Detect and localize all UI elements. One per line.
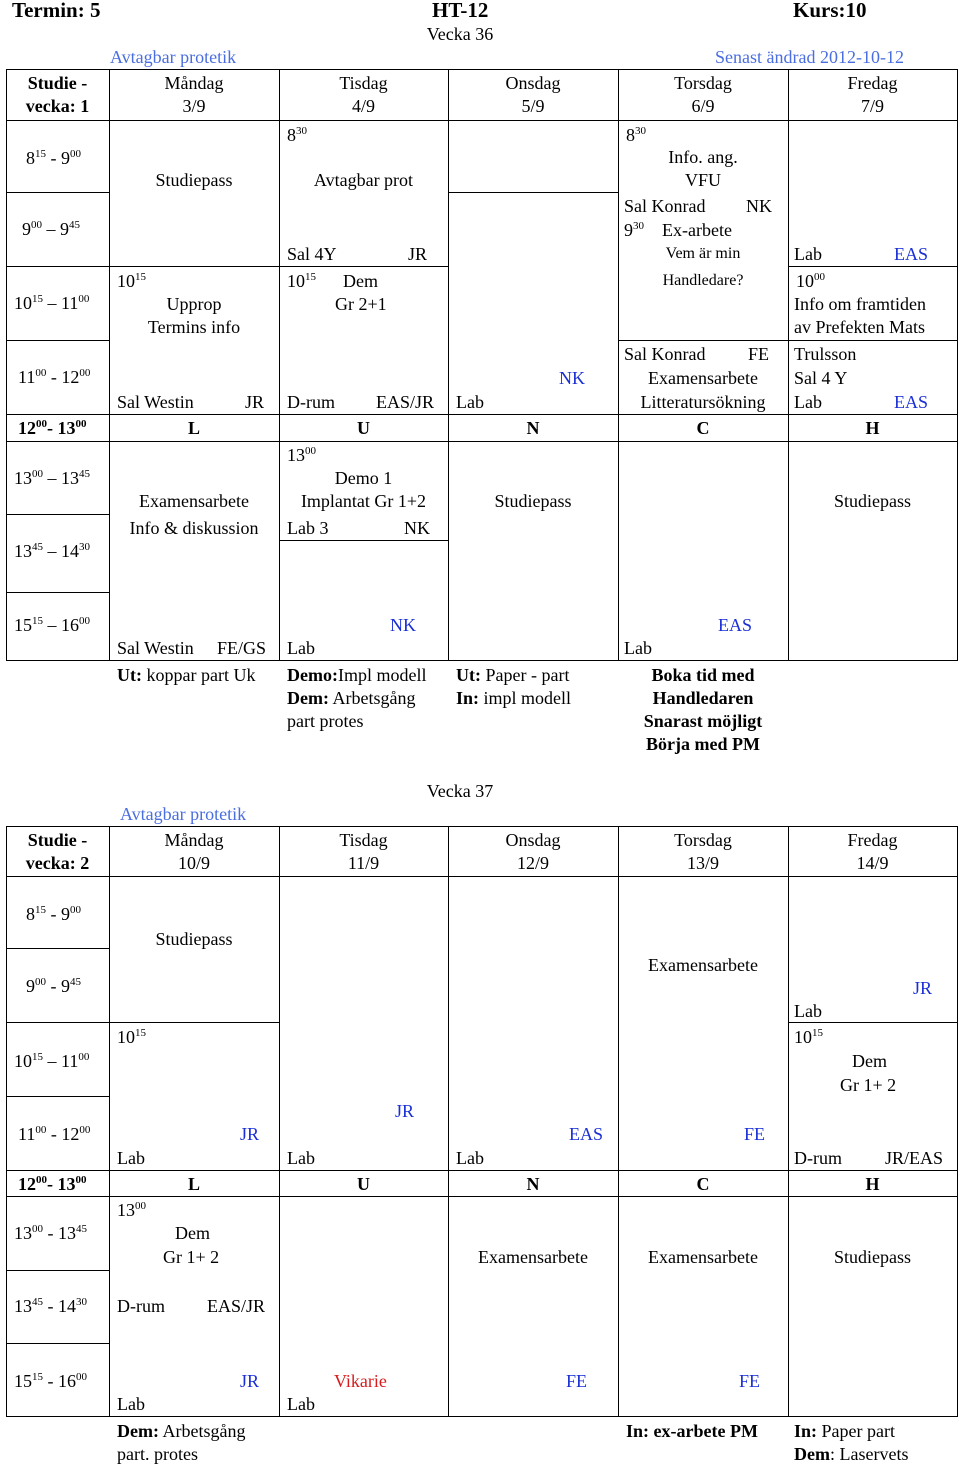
w36-note-ut: Ut: koppar part Uk xyxy=(117,665,256,685)
week36-time-8: $15^{15} - 16^{00}$ xyxy=(14,615,90,635)
w36-note-snarast: Snarast möjligt xyxy=(643,711,763,731)
week36-date-thu: 6/9 xyxy=(691,96,715,116)
w37-tue-lab2: Lab xyxy=(287,1394,315,1414)
w37-fri-jreas: JR/EAS xyxy=(885,1148,944,1168)
week36-day-fri: Fredag xyxy=(847,73,898,93)
w36-wed-nk: NK xyxy=(559,368,585,388)
w36-note-in2: In: impl modell xyxy=(456,688,572,708)
w36-thu-litteratur: Litteratursökning xyxy=(640,392,766,412)
week36-time-lunch: $12^{00}-$ $13^{00}$ xyxy=(18,418,87,438)
w37-thu-examensarbete2: Examensarbete xyxy=(648,1247,758,1267)
week37-title: Vecka 37 xyxy=(426,781,494,801)
week36-date-tue: 4/9 xyxy=(351,96,375,116)
termin-label: Termin: 5 xyxy=(12,0,101,22)
w36-fri-eas2: EAS xyxy=(894,392,929,412)
w36-fri-studiepass: Studiepass xyxy=(833,491,911,511)
w36-mon-info: Info & diskussion xyxy=(129,518,259,538)
week36-day-thu: Torsdag xyxy=(674,73,732,93)
week37-day-thu: Torsdag xyxy=(674,830,732,850)
week37-date-mon: 10/9 xyxy=(177,853,210,873)
week36-senast: Senast ändrad 2012-10-12 xyxy=(715,47,904,67)
w36-tue-easjr: EAS/JR xyxy=(376,392,435,412)
w36-thu-salkonrad: Sal Konrad xyxy=(624,196,706,216)
w37-mon-lab2: Lab xyxy=(117,1394,145,1414)
week36-studie: Studie - xyxy=(27,73,88,93)
w37-mon-time1300: $13^{00}$ xyxy=(117,1200,146,1220)
w36-fri-info: Info om framtiden xyxy=(794,294,926,314)
w37-mon-jr2: JR xyxy=(240,1371,260,1391)
w36-mon-salwestin2: Sal Westin xyxy=(117,638,194,658)
w36-lunch-u: U xyxy=(357,418,370,438)
w37-fri-note-in: In: Paper part xyxy=(794,1421,895,1441)
w36-fri-eas: EAS xyxy=(894,244,929,264)
week36-vecka: vecka: 1 xyxy=(25,96,90,116)
week37-date-tue: 11/9 xyxy=(347,853,380,873)
w36-thu-nk: NK xyxy=(746,196,772,216)
w37-mon-easjr: EAS/JR xyxy=(207,1296,266,1316)
w36-tue-time1300: $13^{00}$ xyxy=(287,445,316,465)
w36-thu-handledare: Handledare? xyxy=(662,272,744,289)
w36-thu-time930: $9^{30}$ xyxy=(624,220,644,240)
w36-tue-demo1: Demo 1 xyxy=(334,468,393,488)
w36-thu-exarbete: Ex-arbete xyxy=(662,220,732,240)
week37-time-6: $13^{00} - 13^{45}$ xyxy=(14,1223,87,1243)
w36-thu-info: Info. ang. xyxy=(668,147,738,167)
w37-mon-note-dem: Dem: Arbetsgång xyxy=(117,1421,246,1441)
w37-fri-note-dem: Dem: Laservets xyxy=(794,1444,909,1464)
w37-lunch-u: U xyxy=(357,1174,370,1194)
w36-tue-time830: $8^{30}$ xyxy=(287,125,307,145)
w37-wed-examensarbete: Examensarbete xyxy=(478,1247,588,1267)
week36-time-2: $9^{00} - 9^{45}$ xyxy=(22,219,80,239)
week36-time-6: $13^{00} - 13^{45}$ xyxy=(14,468,90,488)
w36-lunch-l: L xyxy=(187,418,200,438)
w36-tue-lab3: Lab 3 xyxy=(287,518,329,538)
w36-tue-nk2: NK xyxy=(390,615,416,635)
w36-fri-trulsson: Trulsson xyxy=(794,344,857,364)
week36-day-wed: Onsdag xyxy=(505,73,561,93)
w36-note-borja: Börja med PM xyxy=(646,734,760,754)
w37-mon-time1015: $10^{15}$ xyxy=(117,1027,146,1047)
w37-wed-fe: FE xyxy=(566,1371,588,1391)
w37-wed-eas: EAS xyxy=(569,1124,604,1144)
w36-mon-time1015: $10^{15}$ xyxy=(117,271,146,291)
w37-fri-gr: Gr 1+ 2 xyxy=(840,1075,897,1095)
week36-date-wed: 5/9 xyxy=(521,96,545,116)
week37-day-wed: Onsdag xyxy=(505,830,561,850)
w36-tue-implantat: Implantat Gr 1+2 xyxy=(300,491,427,511)
w37-lunch-h: H xyxy=(865,1174,880,1194)
week37-day-mon: Måndag xyxy=(164,830,224,850)
w37-mon-gr: Gr 1+ 2 xyxy=(163,1247,220,1267)
w37-mon-dem: Dem xyxy=(175,1223,210,1243)
w36-thu-salkonrad2: Sal Konrad xyxy=(624,344,706,364)
w36-thu-vfu: VFU xyxy=(684,170,721,190)
w36-mon-jr: JR xyxy=(245,392,265,412)
week36-day-tue: Tisdag xyxy=(339,73,388,93)
week36-time-1: $8^{15} - 9^{00}$ xyxy=(26,148,81,168)
week36-title: Vecka 36 xyxy=(426,24,494,44)
w37-tue-vikarie: Vikarie xyxy=(334,1371,387,1391)
week37-time-8: $15^{15} - 16^{00}$ xyxy=(14,1371,87,1391)
w36-tue-dem: Dem xyxy=(343,271,378,291)
w36-thu-vem: Vem är min xyxy=(665,245,741,262)
week37-time-3: $10^{15} - 11^{00}$ xyxy=(14,1051,90,1071)
week36-date-fri: 7/9 xyxy=(860,96,884,116)
w36-mon-salwestin: Sal Westin xyxy=(117,392,194,412)
w36-thu-lab: Lab xyxy=(624,638,652,658)
week37-time-1: $8^{15} - 9^{00}$ xyxy=(26,904,81,924)
w37-thu-fe: FE xyxy=(744,1124,766,1144)
w37-thu-fe2: FE xyxy=(739,1371,761,1391)
w37-fri-lab: Lab xyxy=(794,1001,822,1021)
w36-lunch-c: C xyxy=(696,418,710,438)
w36-mon-examensarbete: Examensarbete xyxy=(139,491,249,511)
w37-mon-note-partprotes: part. protes xyxy=(117,1444,198,1464)
w37-fri-time1015: $10^{15}$ xyxy=(794,1027,823,1047)
w36-tue-jr: JR xyxy=(408,244,428,264)
week37-date-thu: 13/9 xyxy=(686,853,719,873)
w36-thu-examensarbete: Examensarbete xyxy=(648,368,758,388)
w36-thu-time830: $8^{30}$ xyxy=(626,125,646,145)
w36-lunch-h: H xyxy=(865,418,880,438)
w36-note-handledaren: Handledaren xyxy=(652,688,754,708)
w36-tue-lab: Lab xyxy=(287,638,315,658)
w37-thu-note-in: In: ex-arbete PM xyxy=(626,1421,758,1441)
w36-lunch-n: N xyxy=(526,418,540,438)
w36-fri-sal4y: Sal 4 Y xyxy=(794,368,848,388)
w36-mon-studiepass: Studiepass xyxy=(155,170,233,190)
week36-day-mon: Måndag xyxy=(164,73,224,93)
w36-wed-lab: Lab xyxy=(456,392,484,412)
week37-avtagbar: Avtagbar protetik xyxy=(120,804,247,824)
w36-wed-studiepass: Studiepass xyxy=(494,491,572,511)
week36-time-7: $13^{45} - 14^{30}$ xyxy=(14,541,90,561)
w37-fri-dem: Dem xyxy=(852,1051,887,1071)
week37-day-tue: Tisdag xyxy=(339,830,388,850)
kurs-label: Kurs:10 xyxy=(793,0,867,22)
w37-wed-lab: Lab xyxy=(456,1148,484,1168)
w37-mon-lab: Lab xyxy=(117,1148,145,1168)
w37-mon-jr: JR xyxy=(240,1124,260,1144)
week37-date-fri: 14/9 xyxy=(856,853,889,873)
w36-tue-sal4y: Sal 4Y xyxy=(287,244,337,264)
w36-thu-eas: EAS xyxy=(718,615,753,635)
w37-mon-studiepass: Studiepass xyxy=(155,929,233,949)
ht-label: HT-12 xyxy=(432,0,489,22)
w36-tue-gr: Gr 2+1 xyxy=(335,294,387,314)
w36-fri-lab2: Lab xyxy=(794,392,822,412)
week36-avtagbar: Avtagbar protetik xyxy=(110,47,237,67)
w37-fri-drum: D-rum xyxy=(794,1148,842,1168)
week37-vecka: vecka: 2 xyxy=(25,853,90,873)
w37-mon-drum: D-rum xyxy=(117,1296,165,1316)
w36-note-dem: Dem: Arbetsgång xyxy=(287,688,416,708)
week37-time-2: $9^{00} - 9^{45}$ xyxy=(26,976,81,996)
week37-time-7: $13^{45} - 14^{30}$ xyxy=(14,1296,87,1316)
week36-time-3: $10^{15} - 11^{00}$ xyxy=(14,293,90,313)
w37-lunch-n: N xyxy=(526,1174,540,1194)
w37-fri-studiepass: Studiepass xyxy=(833,1247,911,1267)
w36-mon-fegs: FE/GS xyxy=(217,638,267,658)
w36-note-partprotes: part protes xyxy=(287,711,364,731)
w37-tue-jr: JR xyxy=(395,1101,415,1121)
w36-note-boka: Boka tid med xyxy=(651,665,755,685)
w36-fri-lab: Lab xyxy=(794,244,822,264)
w36-tue-nk: NK xyxy=(404,518,430,538)
week37-time-lunch: $12^{00}-$ $13^{00}$ xyxy=(18,1174,87,1194)
w37-lunch-l: L xyxy=(187,1174,200,1194)
w36-tue-time1015: $10^{15}$ xyxy=(287,271,316,291)
week36-date-mon: 3/9 xyxy=(182,96,206,116)
week36-time-4: $11^{00} - 12^{00}$ xyxy=(18,367,91,387)
w37-tue-lab: Lab xyxy=(287,1148,315,1168)
w36-note-ut2: Ut: Paper - part xyxy=(456,665,570,685)
week37-day-fri: Fredag xyxy=(847,830,898,850)
w36-mon-upprop: Upprop xyxy=(166,294,222,314)
week37-date-wed: 12/9 xyxy=(516,853,549,873)
week37-studie: Studie - xyxy=(27,830,88,850)
w36-tue-avtagbar: Avtagbar prot xyxy=(313,170,414,190)
w36-tue-drum: D-rum xyxy=(287,392,335,412)
w36-fri-prefekten: av Prefekten Mats xyxy=(794,317,925,337)
w37-thu-examensarbete: Examensarbete xyxy=(648,955,758,975)
w37-fri-jr: JR xyxy=(913,978,933,998)
w37-lunch-c: C xyxy=(696,1174,710,1194)
w36-mon-termins: Termins info xyxy=(147,317,241,337)
week37-time-4: $11^{00} - 12^{00}$ xyxy=(18,1124,91,1144)
w36-note-demoimpl: Demo:Impl modell xyxy=(287,665,427,685)
w36-fri-time1000: $10^{00}$ xyxy=(796,271,825,291)
w36-thu-fe: FE xyxy=(748,344,770,364)
